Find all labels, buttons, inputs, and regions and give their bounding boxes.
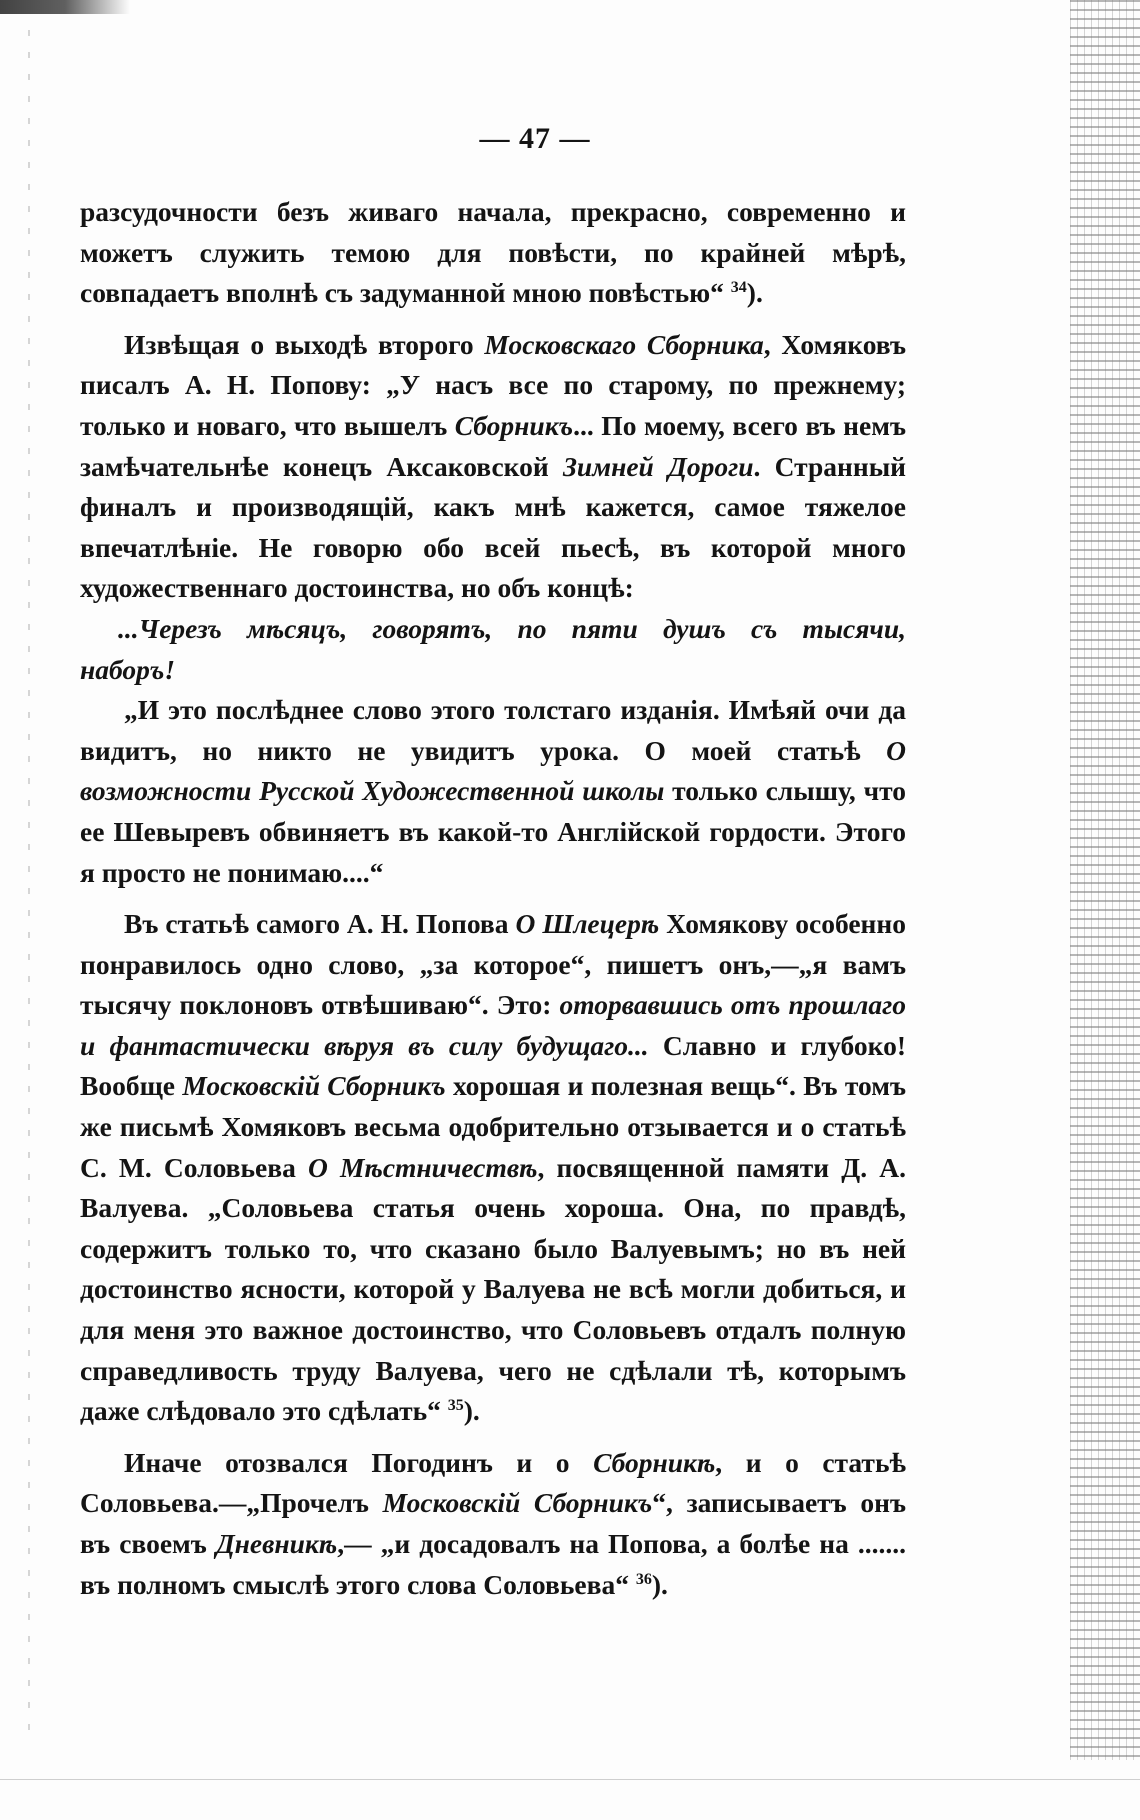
paragraph bbox=[80, 690, 906, 893]
verse-line: ...Черезъ мѣсяцъ, говорятъ, по пяти душъ съ тысячи, bbox=[118, 612, 906, 644]
scan-edge-top bbox=[0, 0, 130, 14]
scan-edge-left bbox=[28, 30, 30, 1730]
text-run: „И это послѣднее слово этого толстаго изданія. Имѣяй очи да видитъ, но никто не увидитъ урока. О моей статьѣ bbox=[80, 694, 906, 766]
paragraph bbox=[80, 192, 906, 314]
italic-title: Московскій Сборникъ bbox=[382, 1487, 653, 1519]
scan-edge-right bbox=[1070, 0, 1140, 1760]
italic-title: Дневникѣ bbox=[215, 1528, 338, 1559]
text-run: только слышу, что ее Шевыревъ обвиняетъ въ какой-то Англійской гордости. Этого я просто не понимаю....“ bbox=[80, 775, 906, 888]
text-run: Извѣщая о выходѣ второго bbox=[124, 328, 485, 360]
italic-title: Московскаго Сборника bbox=[484, 328, 764, 360]
italic-title: Зимней Дороги bbox=[562, 450, 754, 482]
text-run: ,— „и досадовалъ на Попова, а болѣе на ....... въ полномъ смыслѣ этого слова Соловьева“ bbox=[80, 1528, 906, 1600]
scan-edge-bottom bbox=[0, 1779, 1140, 1780]
paragraph bbox=[80, 904, 906, 1432]
text-run: Славно и глубоко! Вообще bbox=[80, 1029, 906, 1102]
text-run: Въ статьѣ самого А. Н. Попова bbox=[124, 908, 516, 940]
text-run: , посвященной памяти Д. А. Валуева. „Соловьева статья очень хороша. Она, по правдѣ, содержитъ только то, что сказано было Валуевымъ; но въ ней достоинство ясности, которой у Валуева не всѣ могли добиться, и для меня это важное достоинство, что Соловьевъ отдалъ полную справедливость труду Валуева, чего не сдѣлали тѣ, которымъ даже слѣдовало это сдѣлать“ bbox=[80, 1151, 906, 1427]
text-run: , Хомяковъ писалъ А. Н. Попову: „У насъ все по старому, по прежнему; только и новаго, что вышелъ bbox=[80, 328, 906, 441]
text-run: ). bbox=[651, 1568, 668, 1600]
text-run: “, записываетъ онъ въ своемъ bbox=[80, 1487, 906, 1559]
italic-title: О Шлецерѣ bbox=[515, 908, 660, 940]
text-run: , и о статьѣ Соловьева.—„Прочелъ bbox=[80, 1446, 906, 1519]
italic-title: Сборникѣ bbox=[593, 1446, 716, 1478]
footnote-ref: 35 bbox=[447, 1397, 464, 1415]
text-run: Хомякову особенно понравилось одно слово, „за которое“, пишетъ онъ,—„я вамъ тысячу поклоновъ отвѣшиваю“. Это: bbox=[80, 908, 906, 1021]
text-run: ). bbox=[463, 1395, 480, 1427]
italic-title: Московскій Сборникъ bbox=[182, 1070, 446, 1102]
text-run: Иначе отозвался Погодинъ и о bbox=[124, 1446, 594, 1478]
italic-title: Сборникъ bbox=[454, 409, 574, 441]
page-number: — 47 — bbox=[479, 122, 591, 155]
paragraph bbox=[80, 325, 906, 609]
text-run: ). bbox=[746, 277, 763, 309]
verse-quote bbox=[80, 609, 906, 690]
verse-line: наборъ! bbox=[80, 653, 176, 685]
text-run: . Странный финалъ и производящій, какъ мнѣ кажется, самое тяжелое впечатлѣніе. Не говорю обо всей пьесѣ, въ которой много художественнаго достоинства, но объ концѣ: bbox=[80, 450, 907, 604]
italic-title: оторвавшись отъ прошлаго и фантастически вѣруя въ силу будущаго... bbox=[80, 989, 907, 1061]
text-run: ... По моему, всего въ немъ замѣчательнѣе конецъ Аксаковской bbox=[80, 409, 906, 482]
body-text bbox=[80, 192, 906, 1605]
footnote-ref: 36 bbox=[635, 1570, 652, 1588]
paragraph bbox=[80, 1443, 906, 1605]
text-run: хорошая и полезная вещь“. Въ томъ же письмѣ Хомяковъ весьма одобрительно отзывается и о статьѣ С. М. Соловьева bbox=[80, 1070, 907, 1183]
text-run: разсудочности безъ живаго начала, прекрасно, современно и можетъ служить темою для повѣсти, по крайней мѣрѣ, совпадаетъ вполнѣ съ задуманной мною повѣстью“ bbox=[80, 196, 906, 309]
italic-title: О Мѣстничествѣ bbox=[308, 1151, 538, 1183]
footnote-ref: 34 bbox=[730, 279, 747, 297]
italic-title: О возможности Русской Художественной школы bbox=[80, 734, 906, 807]
